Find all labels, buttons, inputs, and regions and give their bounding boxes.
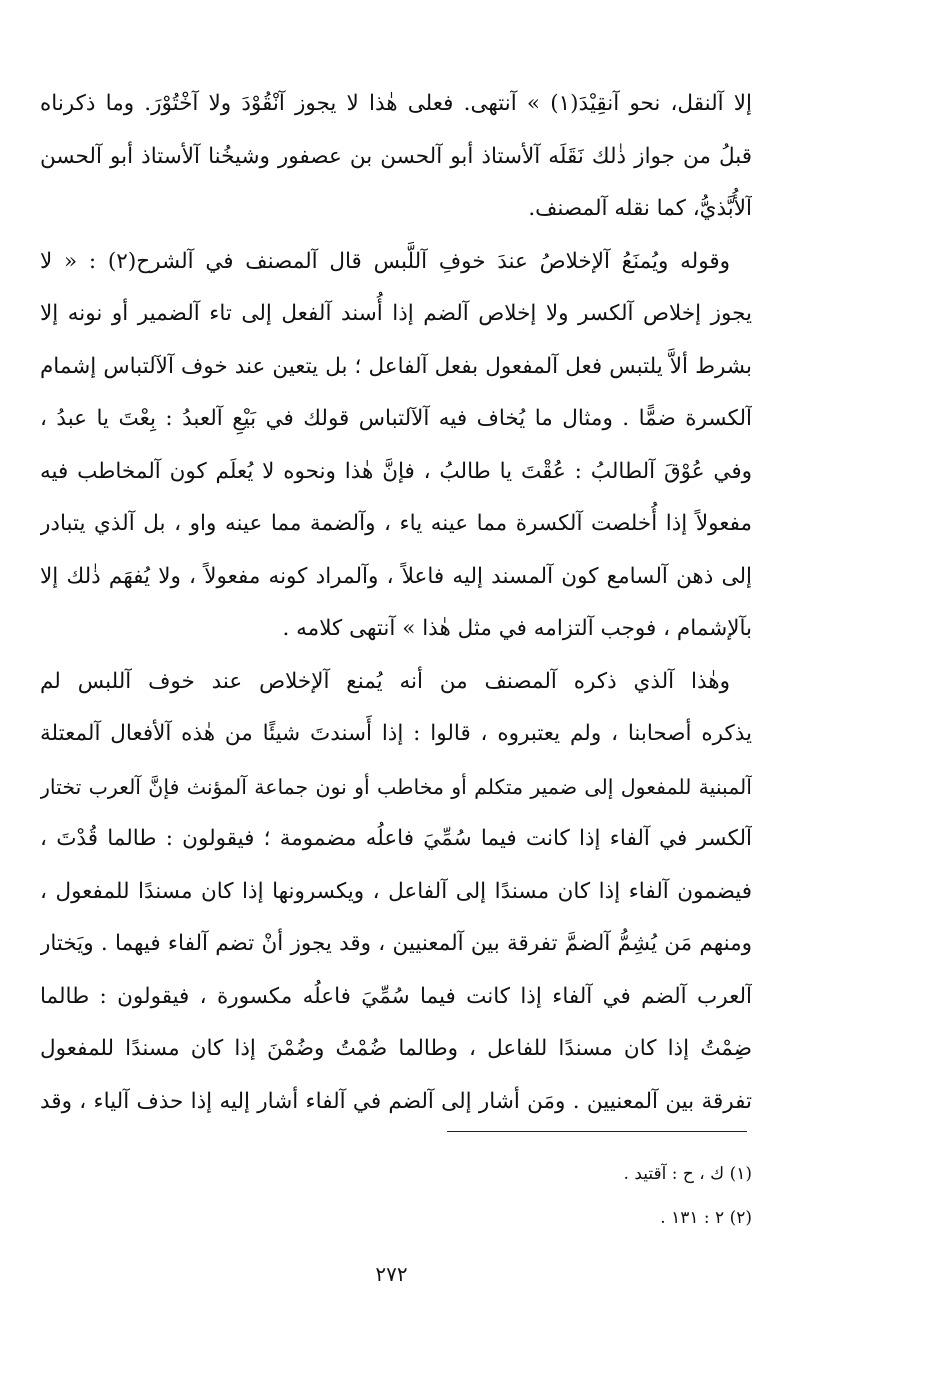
text-line: وفي عُوْقَ آلطالبُ : عُقْتَ يا طالبُ ، فإنَّ هٰذا ونحوه لا يُعلَم كون آلمخاطب فيه — [40, 458, 752, 484]
text-line: ضِمْتُ إذا كان مسندًا للفاعل ، وطالما ضُمْتُ وضُمْنَ إذا كان مسندًا للمفعول — [40, 1036, 752, 1061]
page-number: ٢٧٢ — [375, 1262, 408, 1286]
text-line: مفعولاً إذا أُخلصت آلكسرة مما عينه ياء ، وآلضمة مما عينه واو ، بل آلذي يتبادر — [40, 511, 752, 536]
text-line: وهٰذا آلذي ذكره آلمصنف من أنه يُمنع آلإخلاص عند خوف آللبس لم — [40, 668, 730, 694]
text-line: إلى ذهن آلسامع كون آلمسند إليه فاعلاً ، وآلمراد كونه مفعولاً ، ولا يُفهَم ذٰلك إلا — [40, 563, 752, 589]
text-line: بآلإشمام ، فوجب آلتزامه في مثل هٰذا » آنتهى كلامه . — [282, 616, 752, 641]
text-line: آلأُبَّذيُّ، كما نقله آلمصنف. — [528, 196, 752, 221]
footnote-2: (٢) ٢ : ١٣١ . — [660, 1208, 752, 1228]
text-line: تفرقة بين آلمعنيين . ومَن أشار إلى آلضم في آلفاء أشار إليه إذا حذف آلياء ، وقد — [40, 1088, 752, 1114]
text-line: بشرط ألاَّ يلتبس فعل آلمفعول بفعل آلفاعل ؛ بل يتعين عند خوف آلآلتباس إشمام — [40, 353, 752, 379]
main-text — [40, 78, 752, 1128]
paragraph-2 — [40, 236, 752, 656]
footnote-divider — [447, 1131, 747, 1132]
text-line: آلكسر في آلفاء إذا كانت فيما سُمِّيَ فاعلُه مضمومة ؛ فيقولون : طالما قُدْتَ ، — [40, 826, 752, 851]
text-line: آلمبنية للمفعول إلى ضمير متكلم أو مخاطب أو نون جماعة آلمؤنث فإنَّ آلعرب تختار — [40, 774, 752, 799]
text-line: قبلُ من جواز ذٰلك نَقَلَه آلأستاذ أبو آلحسن بن عصفور وشيخُنا آلأستاذ أبو آلحسن — [40, 143, 752, 169]
text-line: آلكسرة ضمًّا . ومثال ما يُخاف فيه آلآلتباس قولك في بَيْعِ آلعبدُ : بِعْتَ يا عبدُ ، — [40, 406, 752, 431]
text-line: إلا آلنقل، نحو آنقِيْدَ(١) » آنتهى. فعلى هٰذا لا يجوز آنْقُوْدَ ولا آخْتُوْرَ. وما ذكرناه — [40, 91, 752, 116]
text-line: آلعرب آلضم في آلفاء إذا كانت فيما سُمِّيَ فاعلُه مكسورة ، فيقولون : طالما — [40, 983, 752, 1009]
paragraph-1 — [40, 78, 752, 236]
text-line: فيضمون آلفاء إذا كان مسندًا إلى آلفاعل ، ويكسرونها إذا كان مسندًا للمفعول ، — [40, 878, 752, 904]
text-line: يذكره أصحابنا ، ولم يعتبروه ، قالوا : إذا أَسندتَ شيئًا من هٰذه آلأفعال آلمعتلة — [40, 721, 752, 746]
footnotes — [40, 1152, 752, 1240]
text-line: ومنهم مَن يُشِمُّ آلضمَّ تفرقة بين آلمعنيين ، وقد يجوز أنْ تضم آلفاء فيهما . ويَختار — [40, 931, 752, 956]
footnote-1: (١) ك ، ح : آقتيد . — [623, 1164, 752, 1184]
paragraph-3 — [40, 656, 752, 1129]
text-line: يجوز إخلاص آلكسر ولا إخلاص آلضم إذا أُسند آلفعل إلى تاء آلضمير أو نونه إلا — [40, 301, 752, 326]
text-line-bold-lead: وقوله ويُمنَعُ آلإخلاصُ عندَ خوفِ آللَّبس قال آلمصنف في آلشرح(٢) : « لا — [40, 248, 730, 274]
